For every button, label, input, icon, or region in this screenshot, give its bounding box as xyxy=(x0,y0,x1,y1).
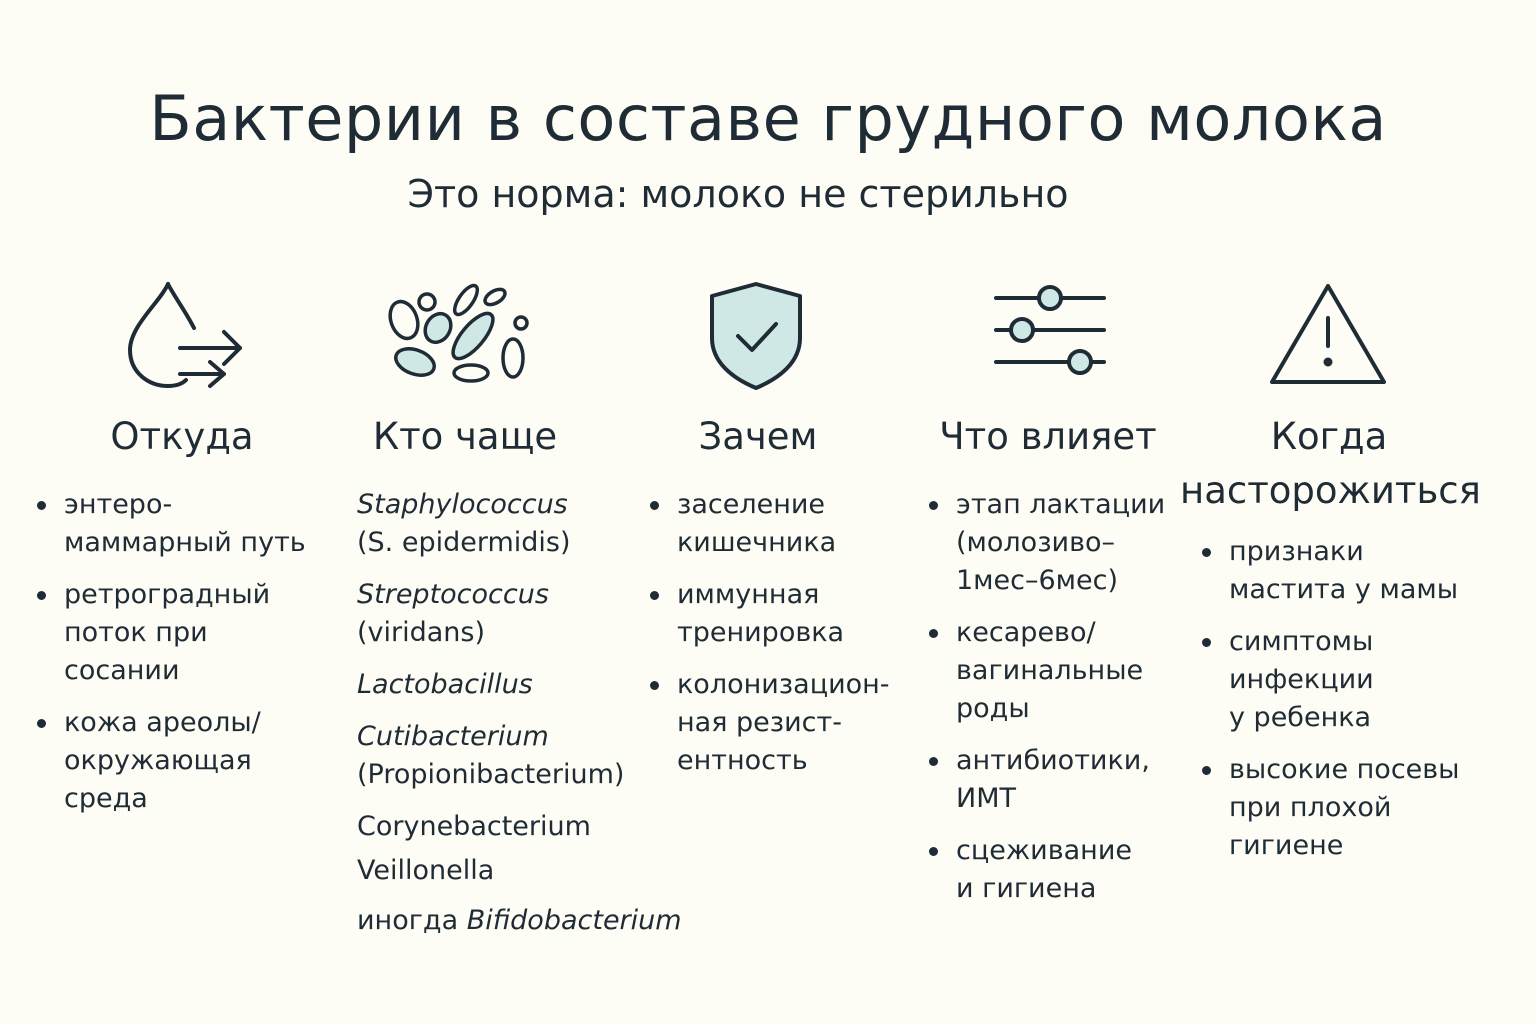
list-item: колонизацион- ная резист- ентность xyxy=(650,666,910,780)
list-item: симптомы инфекции у ребенка xyxy=(1202,623,1502,737)
column-heading-factors: Что влияет xyxy=(939,415,1157,458)
list-factors xyxy=(929,486,1189,922)
list-item: энтеро- маммарный путь xyxy=(37,486,327,562)
page-subtitle: Это норма: молоко не стерильно xyxy=(407,172,1069,216)
list-item: высокие посевы при плохой гигиене xyxy=(1202,751,1502,865)
column-heading-warning: Когда насторожиться xyxy=(1180,415,1481,512)
list-item: антибиотики, ИМТ xyxy=(929,742,1189,818)
list-item: кожа ареолы/ окружающая среда xyxy=(37,704,327,818)
page-title: Бактерии в составе грудного молока xyxy=(149,82,1387,155)
species-item: иногда Bifidobacterium xyxy=(357,905,682,936)
species-item: Lactobacillus xyxy=(357,669,533,700)
column-heading-species: Кто чаще xyxy=(372,415,558,458)
list-item: иммунная тренировка xyxy=(650,576,910,652)
bacteria-icon xyxy=(384,280,534,386)
list-warning xyxy=(1202,533,1502,879)
column-heading-source: Откуда xyxy=(110,415,254,458)
species-item: Staphylococcus (S. epidermidis) xyxy=(357,489,571,558)
list-item: признаки мастита у мамы xyxy=(1202,533,1502,609)
list-item: ретроградный поток при сосании xyxy=(37,576,327,690)
species-list xyxy=(357,486,697,940)
shield-check-icon xyxy=(708,280,804,392)
list-purpose xyxy=(650,486,910,794)
list-item: заселение кишечника xyxy=(650,486,910,562)
list-source xyxy=(37,486,327,832)
list-item: сцеживание и гигиена xyxy=(929,832,1189,908)
sliders-icon xyxy=(992,282,1108,382)
list-item: этап лактации (молозиво– 1мес–6мес) xyxy=(929,486,1189,600)
droplet-arrow-icon xyxy=(120,276,250,396)
species-item: Streptococcus (viridans) xyxy=(357,579,549,648)
species-item: Veillonella xyxy=(357,855,495,886)
list-item: кесарево/ вагинальные роды xyxy=(929,614,1189,728)
species-item: Cutibacterium (Propionibacterium) xyxy=(357,721,625,790)
species-item: Corynebacterium xyxy=(357,811,591,842)
warning-triangle-icon xyxy=(1268,280,1388,388)
column-heading-purpose: Зачем xyxy=(698,415,818,458)
